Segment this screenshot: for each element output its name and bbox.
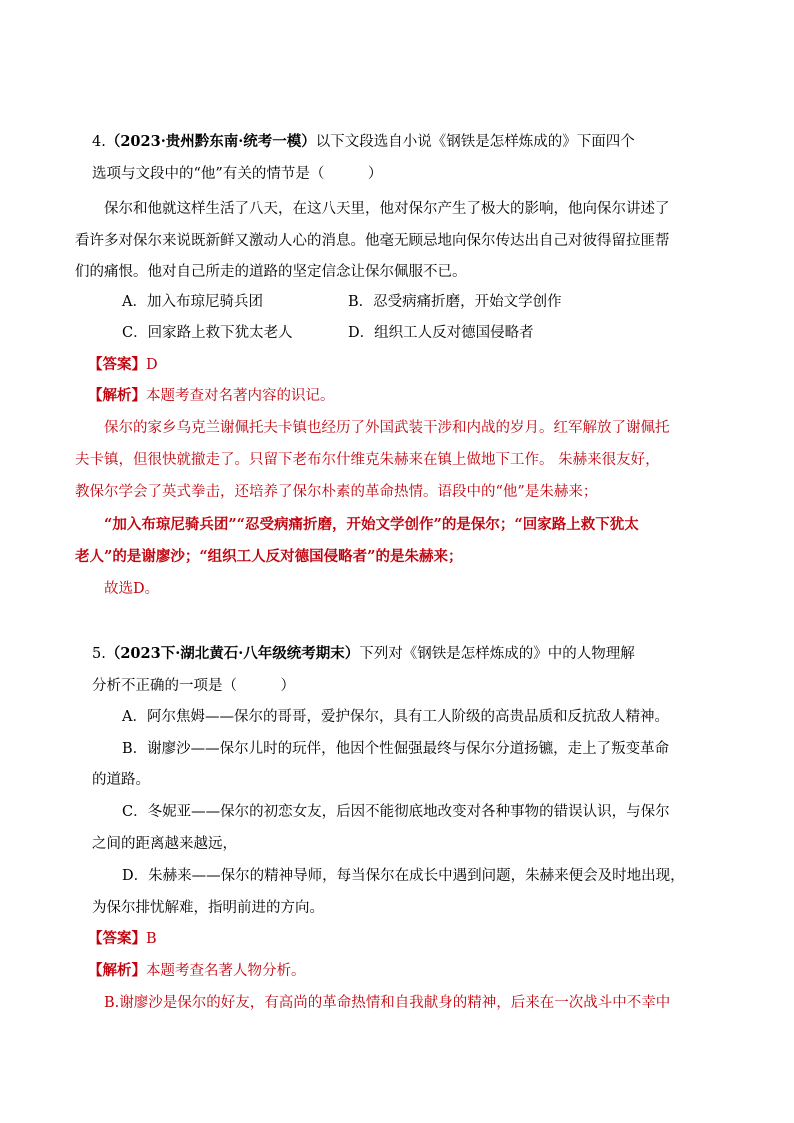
q4-answer bbox=[88, 355, 158, 375]
q4-passage-line2: 看许多对保尔来说既新鲜又激动人心的消息。他毫无顾忌地向保尔传达出自己对彼得留拉匪帮 bbox=[75, 233, 670, 249]
q4-option-a: A．加入布琼尼骑兵团 bbox=[122, 294, 263, 310]
q5-analysis-line1: B.谢廖沙是保尔的好友，有高尚的革命热情和自我献身的精神，后来在一次战斗中不幸中 bbox=[104, 995, 671, 1011]
q4-answer-value: D bbox=[146, 357, 158, 373]
q5-analysis bbox=[88, 961, 306, 981]
q4-analysis-bold-line1: “加入布琼尼骑兵团”“忍受病痛折磨，开始文学创作”的是保尔；“回家路上救下犹太 bbox=[104, 516, 639, 533]
q5-answer bbox=[88, 929, 157, 949]
q4-stem-text1: 以下文段选自小说《钢铁是怎样炼成的》下面四个 bbox=[315, 134, 635, 150]
q4-passage-line3: 们的痛恨。他对自己所走的道路的坚定信念让保尔佩服不已。 bbox=[75, 264, 467, 280]
q4-number: 4. bbox=[92, 134, 106, 150]
q4-passage-line1: 保尔和他就这样生活了八天，在这八天里，他对保尔产生了极大的影响，他向保尔讲述了 bbox=[104, 201, 670, 217]
q4-analysis-label: 【解析】 bbox=[88, 387, 146, 404]
q4-option-b: B．忍受病痛折磨，开始文学创作 bbox=[348, 294, 562, 310]
q4-answer-label: 【答案】 bbox=[88, 356, 146, 373]
q4-analysis-bold-line2: 老人”的是谢廖沙；“组织工人反对德国侵略者”的是朱赫来； bbox=[75, 548, 463, 565]
q4-analysis-line3: 教保尔学会了英式拳击，还培养了保尔朴素的革命热情。语段中的“他”是朱赫来； bbox=[75, 484, 598, 500]
q4-analysis-line1: 保尔的家乡乌克兰谢佩托夫卡镇也经历了外国武装干涉和内战的岁月。红军解放了谢佩托 bbox=[104, 420, 670, 436]
q4-option-c: C．回家路上救下犹太老人 bbox=[122, 325, 293, 341]
q5-option-c-line1: C．冬妮亚——保尔的初恋女友，后因不能彻底地改变对各种事物的错误认识，与保尔 bbox=[122, 804, 670, 820]
q5-option-a: A．阿尔焦姆——保尔的哥哥，爱护保尔，具有工人阶级的高贵品质和反抗敌人精神。 bbox=[122, 709, 669, 725]
q5-stem-line1 bbox=[92, 644, 635, 664]
q4-conclusion: 故选D。 bbox=[104, 581, 160, 597]
q5-analysis-intro: 本题考查名著人物分析。 bbox=[146, 963, 306, 979]
q4-source: （2023·贵州黔东南·统考一模） bbox=[105, 133, 316, 150]
q5-stem-line2: 分析不正确的一项是（ ） bbox=[92, 678, 295, 694]
q5-option-c-line2: 之间的距离越来越远， bbox=[92, 836, 237, 852]
q5-option-b-line2: 的道路。 bbox=[92, 772, 150, 788]
q4-analysis bbox=[88, 386, 335, 406]
q5-option-d-line1: D．朱赫来——保尔的精神导师，每当保尔在成长中遇到问题，朱赫来便会及时地出现， bbox=[122, 868, 685, 884]
q5-answer-value: B bbox=[146, 931, 157, 947]
q4-stem-line2: 选项与文段中的“他”有关的情节是（ ） bbox=[92, 166, 383, 182]
q5-number: 5. bbox=[92, 646, 106, 662]
q4-analysis-intro: 本题考查对名著内容的识记。 bbox=[146, 388, 335, 404]
q5-analysis-label: 【解析】 bbox=[88, 962, 146, 979]
q5-stem-text1: 下列对《钢铁是怎样炼成的》中的人物理解 bbox=[359, 646, 635, 662]
q4-stem-line1 bbox=[92, 132, 635, 152]
q5-answer-label: 【答案】 bbox=[88, 930, 146, 947]
q5-option-d-line2: 为保尔排忧解难，指明前进的方向。 bbox=[92, 900, 324, 916]
q5-source: （2023下·湖北黄石·八年级统考期末） bbox=[105, 645, 360, 662]
q5-option-b-line1: B．谢廖沙——保尔儿时的玩伴，他因个性倔强最终与保尔分道扬镳，走上了叛变革命 bbox=[122, 741, 670, 757]
q4-analysis-line2: 夫卡镇，但很快就撤走了。只留下老布尔什维克朱赫来在镇上做地下工作。 朱赫来很友好， bbox=[75, 452, 660, 468]
q4-option-d: D．组织工人反对德国侵略者 bbox=[348, 325, 534, 341]
